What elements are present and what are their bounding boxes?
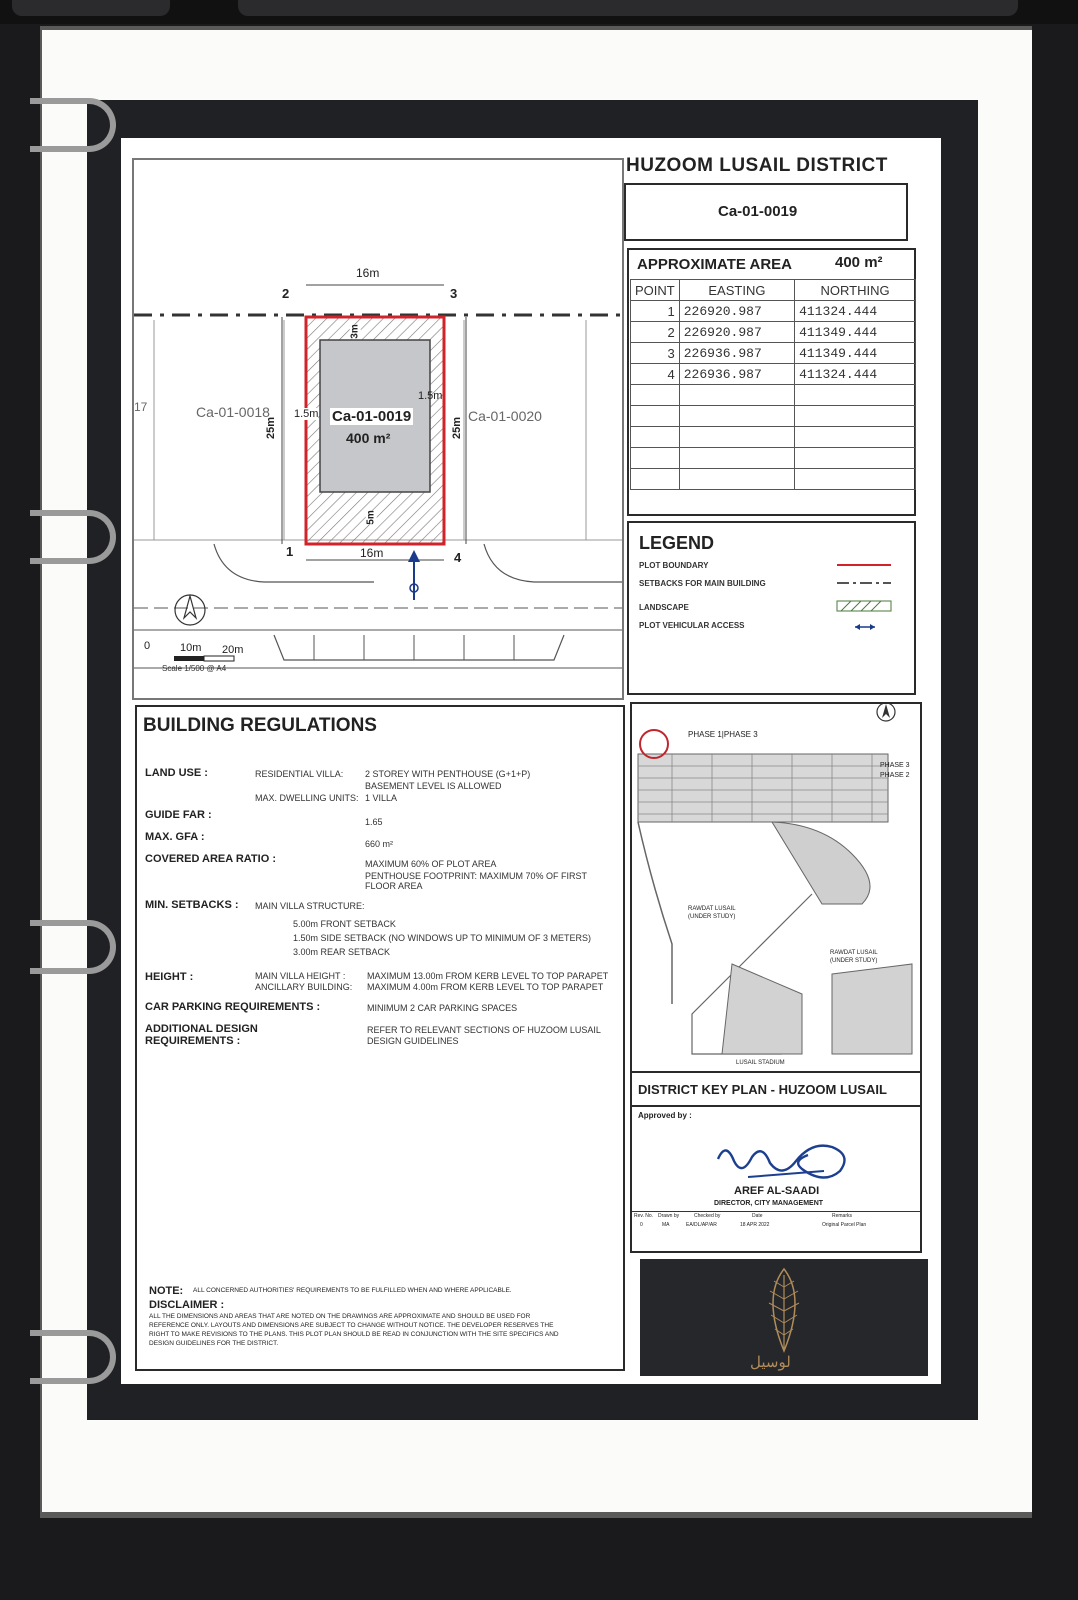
- disclaimer-text: DESIGN GUIDELINES FOR THE DISTRICT.: [149, 1340, 279, 1347]
- rev-cell: EA/DL/AP/AR: [686, 1222, 717, 1228]
- table-cell: 226936.987: [679, 364, 794, 385]
- bottom-bar: [0, 1540, 1078, 1600]
- plot-id-label: Ca-01-0019: [332, 408, 412, 425]
- phase-2-label: PHASE 2: [880, 772, 910, 779]
- rawdat-label: RAWDAT LUSAIL: [830, 950, 878, 956]
- approx-area-value: 400 m²: [835, 254, 883, 271]
- disclaimer-label: DISCLAIMER :: [149, 1299, 225, 1311]
- dwelling-label: MAX. DWELLING UNITS:: [255, 793, 359, 803]
- height-label: HEIGHT :: [145, 971, 194, 983]
- setback-item: 1.50m SIDE SETBACK (NO WINDOWS UP TO MINIMUM OF 3 METERS): [293, 933, 592, 943]
- legend-symbols: [835, 553, 905, 643]
- table-row-empty: [631, 427, 916, 448]
- site-plan-drawing: [134, 160, 622, 698]
- regulations-title: BUILDING REGULATIONS: [143, 715, 377, 736]
- table-cell: 2: [631, 322, 680, 343]
- legend-landscape: LANDSCAPE: [639, 603, 689, 612]
- scale-note: Scale 1/500 @ A4: [162, 664, 227, 673]
- gfa-value: 660 m²: [365, 839, 394, 849]
- key-plan-map: [632, 704, 920, 1072]
- rev-header: Checked by: [694, 1213, 721, 1219]
- binder-ring-icon: [30, 98, 116, 152]
- north-arrow-icon: [175, 595, 205, 625]
- table-cell: 411349.444: [795, 322, 916, 343]
- district-title: HUZOOM LUSAIL DISTRICT: [626, 155, 888, 176]
- far-value: 1.65: [365, 817, 383, 827]
- dim-left-label: 25m: [265, 416, 278, 440]
- rev-header: Date: [752, 1213, 763, 1219]
- legend-access: PLOT VEHICULAR ACCESS: [639, 621, 745, 630]
- covered-area-value: PENTHOUSE FOOTPRINT: MAXIMUM 70% OF FIRST: [365, 871, 588, 881]
- setbacks-type: MAIN VILLA STRUCTURE:: [255, 901, 365, 911]
- setback-front-label: 3m: [349, 324, 361, 339]
- parking-label: CAR PARKING REQUIREMENTS :: [145, 1001, 321, 1013]
- plot-area-label: 400 m²: [346, 430, 391, 446]
- setback-side-right-label: 1.5m: [418, 390, 443, 402]
- height-main-value: MAXIMUM 13.00m FROM KERB LEVEL TO TOP PARAPET: [367, 971, 609, 981]
- dim-right-label: 25m: [451, 416, 464, 440]
- rev-header: Remarks: [832, 1213, 853, 1219]
- table-cell: 226920.987: [679, 301, 794, 322]
- additional-value: REFER TO RELEVANT SECTIONS OF HUZOOM LUSAIL: [367, 1025, 601, 1035]
- site-plan-panel: [132, 158, 624, 700]
- neighbor-left-label: Ca-01-0018: [196, 404, 270, 420]
- neighbor-far-left-label: 17: [134, 400, 148, 414]
- binder-ring-icon: [30, 920, 116, 974]
- rawdat-label: (UNDER STUDY): [688, 914, 736, 920]
- table-cell: 411349.444: [795, 343, 916, 364]
- legend-access-icon: [855, 624, 875, 630]
- table-row: [631, 364, 916, 385]
- scale-0-label: 0: [144, 640, 151, 652]
- setback-side-left-label: 1.5m: [294, 408, 319, 420]
- table-cell: 411324.444: [795, 301, 916, 322]
- rev-cell: 18 APR 2022: [740, 1222, 770, 1228]
- disclaimer-text: REFERENCE ONLY. LAYOUTS AND DIMENSIONS ARE SUBJECT TO CHANGE WITHOUT NOTICE. THE DEVELOPER RESERVES THE: [149, 1322, 554, 1329]
- table-row: [631, 322, 916, 343]
- stadium-label: LUSAIL STADIUM: [736, 1060, 785, 1066]
- lusail-logo-text: لوسيل: [750, 1354, 791, 1371]
- note-label: NOTE:: [149, 1285, 184, 1297]
- disclaimer-text: ALL THE DIMENSIONS AND AREAS THAT ARE NOTED ON THE DRAWINGS ARE APPROXIMATE AND SHOULD BE USED FOR: [149, 1313, 531, 1320]
- note-text: ALL CONCERNED AUTHORITIES' REQUIREMENTS TO BE FULFILLED WHEN AND WHERE APPLICABLE.: [193, 1287, 512, 1294]
- covered-area-value: FLOOR AREA: [365, 881, 423, 891]
- key-plan-title-box: [630, 1071, 922, 1107]
- setback-rear-label: 5m: [365, 510, 377, 525]
- additional-label: REQUIREMENTS :: [145, 1035, 241, 1047]
- point-4-label: 4: [454, 550, 462, 565]
- rev-header: Drawn by: [658, 1213, 680, 1219]
- key-plan-title: DISTRICT KEY PLAN - HUZOOM LUSAIL: [638, 1082, 887, 1097]
- covered-area-label: COVERED AREA RATIO :: [145, 853, 276, 865]
- plot-id: Ca-01-0019: [718, 203, 798, 220]
- table-cell: 1: [631, 301, 680, 322]
- point-3-label: 3: [450, 286, 458, 301]
- header-northing: NORTHING: [795, 280, 916, 301]
- approval-panel: [630, 1105, 922, 1253]
- legend-plot-boundary: PLOT BOUNDARY: [639, 561, 709, 570]
- rev-cell: Original Parcel Plan: [822, 1222, 867, 1228]
- legend-panel: [627, 521, 916, 695]
- plot-id-box: [624, 183, 908, 241]
- additional-value: DESIGN GUIDELINES: [367, 1036, 459, 1046]
- table-cell: 3: [631, 343, 680, 364]
- height-anc-value: MAXIMUM 4.00m FROM KERB LEVEL TO TOP PARAPET: [367, 982, 604, 992]
- rev-cell: MA: [662, 1222, 670, 1228]
- table-cell: 4: [631, 364, 680, 385]
- table-cell: 411324.444: [795, 364, 916, 385]
- tab-pill-left[interactable]: [12, 0, 170, 16]
- scale-bar: [174, 656, 234, 661]
- rev-header: Rev. No.: [634, 1213, 654, 1219]
- dim-bottom-label: 16m: [360, 546, 384, 560]
- dim-top-label: 16m: [356, 266, 380, 280]
- scale-20-label: 20m: [222, 644, 244, 656]
- rev-cell: 0: [640, 1222, 643, 1228]
- regulations-panel: [135, 705, 625, 1371]
- parking-value: MINIMUM 2 CAR PARKING SPACES: [367, 1003, 518, 1013]
- land-use-desc: 2 STOREY WITH PENTHOUSE (G+1+P): [365, 769, 531, 779]
- palm-leaf-logo-icon: [754, 1267, 814, 1357]
- rawdat-label: RAWDAT LUSAIL: [688, 906, 736, 912]
- far-label: GUIDE FAR :: [145, 809, 212, 821]
- table-row-empty: [631, 448, 916, 469]
- additional-label: ADDITIONAL DESIGN: [145, 1023, 258, 1035]
- point-2-label: 2: [282, 286, 290, 301]
- gfa-label: MAX. GFA :: [145, 831, 205, 843]
- scale-10-label: 10m: [180, 642, 202, 654]
- setbacks-label: MIN. SETBACKS :: [145, 899, 239, 911]
- neighbor-right-label: Ca-01-0020: [468, 408, 542, 424]
- height-anc-label: ANCILLARY BUILDING:: [255, 982, 353, 992]
- north-arrow-icon: [877, 704, 895, 721]
- key-plan-panel: [630, 702, 922, 1074]
- height-main-label: MAIN VILLA HEIGHT :: [255, 971, 346, 981]
- header-easting: EASTING: [679, 280, 794, 301]
- table-row: [631, 301, 916, 322]
- binder-ring-icon: [30, 510, 116, 564]
- land-use-type: RESIDENTIAL VILLA:: [255, 769, 344, 779]
- header-point: POINT: [631, 280, 680, 301]
- setback-item: 5.00m FRONT SETBACK: [293, 919, 396, 929]
- table-cell: 226920.987: [679, 322, 794, 343]
- table-cell: 226936.987: [679, 343, 794, 364]
- approver-position: DIRECTOR, CITY MANAGEMENT: [714, 1200, 824, 1207]
- point-1-label: 1: [286, 544, 294, 559]
- lusail-logo-panel: [640, 1259, 928, 1376]
- table-row: [631, 343, 916, 364]
- revision-table: [632, 1211, 920, 1238]
- land-use-label: LAND USE :: [145, 767, 208, 779]
- approver-name: AREF AL-SAADI: [734, 1185, 820, 1197]
- table-row-empty: [631, 385, 916, 406]
- land-use-desc: BASEMENT LEVEL IS ALLOWED: [365, 781, 502, 791]
- legend-setbacks: SETBACKS FOR MAIN BUILDING: [639, 579, 766, 588]
- binder-ring-icon: [30, 1330, 116, 1384]
- tab-pill-right[interactable]: [238, 0, 1018, 16]
- legend-hatch-icon: [837, 601, 891, 611]
- dwelling-value: 1 VILLA: [365, 793, 398, 803]
- covered-area-value: MAXIMUM 60% OF PLOT AREA: [365, 859, 497, 869]
- setback-item: 3.00m REAR SETBACK: [293, 947, 391, 957]
- approx-area-label: APPROXIMATE AREA: [637, 256, 793, 273]
- top-bar: [0, 0, 1078, 24]
- rawdat-label: (UNDER STUDY): [830, 958, 878, 964]
- phase-label: PHASE 1|PHASE 3: [688, 730, 758, 739]
- table-row-empty: [631, 469, 916, 490]
- signature-image: [712, 1121, 862, 1191]
- table-header-row: [631, 280, 916, 301]
- access-arrow-icon: [408, 550, 420, 600]
- coordinates-table: [630, 279, 916, 490]
- table-row-empty: [631, 406, 916, 427]
- approved-by-label: Approved by :: [638, 1111, 692, 1120]
- disclaimer-text: RIGHT TO MAKE REVISIONS TO THE PLANS. THIS PLOT PLAN SHOULD BE READ IN CONJUNCTION WITH THE SITE SPECIFICS AND: [149, 1331, 559, 1338]
- phase-3-label: PHASE 3: [880, 762, 910, 769]
- legend-title: LEGEND: [639, 533, 715, 553]
